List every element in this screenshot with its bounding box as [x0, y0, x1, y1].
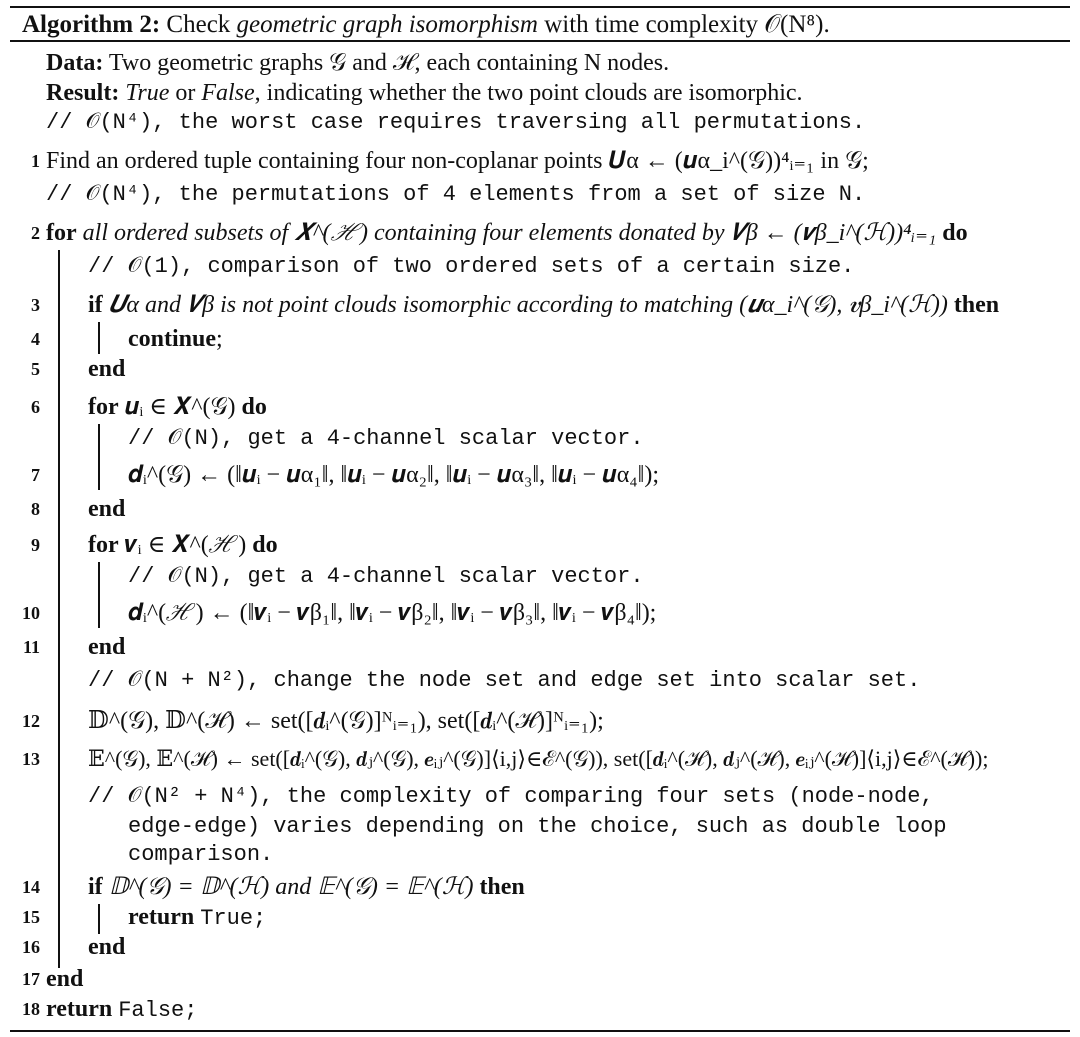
keyword: if — [88, 874, 103, 900]
line-number: 5 — [31, 359, 40, 379]
keyword: return — [46, 996, 113, 1022]
line-text: 𝔼^(𝒢), 𝔼^(ℋ) ← set([𝒅ᵢ^(𝒢), 𝒅ⱼ^(𝒢), 𝒆ᵢⱼ^(𝒢)]⟨i,j⟩∈ℰ^(𝒢)), set([𝒅ᵢ^(ℋ), 𝒅ⱼ^(ℋ), 𝒆ᵢⱼ^(ℋ)]⟨i,j⟩∈ℰ^(ℋ)); — [88, 746, 989, 771]
line-text: Find an ordered tuple containing four non-coplanar points 𝑼α ← (𝒖α_i^(𝒢))⁴ᵢ₌₁ in 𝒢; — [46, 148, 869, 174]
title-pre: Check — [166, 11, 231, 38]
keyword: do — [252, 532, 278, 558]
keyword: continue — [128, 326, 217, 352]
comment-text: // 𝒪(N² + N⁴), the complexity of comparing four sets (node-node, — [88, 784, 934, 809]
line-text: 𝒗ᵢ ∈ 𝑿^(ℋ) — [124, 532, 247, 558]
line-number: 1 — [31, 151, 40, 171]
line-number: 10 — [22, 603, 40, 623]
line-text: False; — [118, 998, 198, 1023]
keyword: for — [88, 394, 119, 420]
line-number: 4 — [31, 329, 40, 349]
line-number: 6 — [31, 397, 40, 417]
result-false: False — [201, 80, 255, 106]
block-bar — [98, 562, 100, 628]
keyword: do — [241, 394, 267, 420]
comment-text: // 𝒪(N), get a 4-channel scalar vector. — [128, 426, 644, 451]
keyword: end — [88, 496, 126, 522]
keyword: then — [479, 874, 525, 900]
line-text: True; — [200, 906, 267, 931]
line-text: ; — [216, 326, 223, 352]
top-rule — [10, 6, 1070, 8]
algorithm-label: Algorithm 2: — [22, 11, 161, 38]
keyword: for — [46, 220, 77, 246]
comment-text: // 𝒪(1), comparison of two ordered sets of a certain size. — [88, 254, 855, 279]
result-rest: , indicating whether the two point clouds are isomorphic. — [254, 80, 803, 106]
algorithm-title — [22, 10, 830, 40]
line-number: 17 — [22, 969, 40, 989]
keyword: end — [88, 634, 126, 660]
data-text: Two geometric graphs 𝒢 and ℋ, each containing N nodes. — [108, 50, 670, 76]
line-text: all ordered subsets of 𝑿^(ℋ) containing four elements donated by 𝑽β ← (𝒗β_i^(ℋ))⁴ᵢ₌₁ — [82, 220, 937, 246]
line-number: 11 — [22, 637, 40, 657]
data-label: Data: — [46, 50, 104, 76]
block-bar — [98, 904, 100, 934]
result-or: or — [175, 80, 196, 106]
line-number: 9 — [31, 535, 40, 555]
line-number: 12 — [22, 711, 40, 731]
line-number: 7 — [31, 465, 40, 485]
line-text: 𝑼α and 𝑽β is not point clouds isomorphic according to matching (𝒖α_i^(𝒢), 𝒗β_i^(ℋ)) — [108, 292, 948, 318]
comment-text: // 𝒪(N), get a 4-channel scalar vector. — [128, 564, 644, 589]
line-number: 16 — [22, 937, 40, 957]
title-emphasis: geometric graph isomorphism — [236, 11, 538, 38]
comment-text: comparison. — [128, 842, 274, 867]
line-text: 𝒅ᵢ^(ℋ) ← (‖𝒗ᵢ − 𝒗β₁‖, ‖𝒗ᵢ − 𝒗β₂‖, ‖𝒗ᵢ − 𝒗β₃‖, ‖𝒗ᵢ − 𝒗β₄‖); — [128, 600, 657, 626]
line-number: 18 — [22, 999, 40, 1019]
block-bar — [98, 322, 100, 354]
line-text: 𝔻^(𝒢) = 𝔻^(ℋ) and 𝔼^(𝒢) = 𝔼^(ℋ) — [108, 874, 474, 900]
keyword: end — [88, 934, 126, 960]
line-number: 15 — [22, 907, 40, 927]
keyword: end — [88, 356, 126, 382]
keyword: then — [953, 292, 1000, 318]
comment-text: edge-edge) varies depending on the choice, such as double loop — [128, 814, 947, 839]
block-bar — [58, 250, 60, 968]
title-post: with time complexity 𝒪(N⁸). — [544, 11, 830, 38]
keyword: if — [88, 292, 103, 318]
line-number: 14 — [22, 877, 40, 897]
block-bar — [98, 424, 100, 490]
line-number: 8 — [31, 499, 40, 519]
keyword: do — [942, 220, 968, 246]
line-number: 2 — [31, 223, 40, 243]
keyword: return — [128, 904, 195, 930]
line-text: 𝒅ᵢ^(𝒢) ← (‖𝒖ᵢ − 𝒖α₁‖, ‖𝒖ᵢ − 𝒖α₂‖, ‖𝒖ᵢ − 𝒖α₃‖, ‖𝒖ᵢ − 𝒖α₄‖); — [128, 462, 660, 488]
comment-text: // 𝒪(N⁴), the permutations of 4 elements from a set of size N. — [46, 182, 866, 207]
comment-text: // 𝒪(N + N²), change the node set and edge set into scalar set. — [88, 668, 921, 693]
algorithm-box — [10, 0, 1070, 1037]
keyword: end — [46, 966, 84, 992]
bottom-rule — [10, 1030, 1070, 1032]
keyword: for — [88, 532, 119, 558]
line-number: 3 — [31, 295, 40, 315]
result-true: True — [125, 80, 170, 106]
line-text: 𝔻^(𝒢), 𝔻^(ℋ) ← set([𝒅ᵢ^(𝒢)]ᴺᵢ₌₁), set([𝒅ᵢ^(ℋ)]ᴺᵢ₌₁); — [88, 708, 604, 734]
title-rule — [10, 40, 1070, 42]
line-text: 𝒖ᵢ ∈ 𝑿^(𝒢) — [124, 394, 236, 420]
line-number: 13 — [22, 749, 40, 769]
result-label: Result: — [46, 80, 120, 106]
comment-text: // 𝒪(N⁴), the worst case requires traversing all permutations. — [46, 110, 866, 135]
